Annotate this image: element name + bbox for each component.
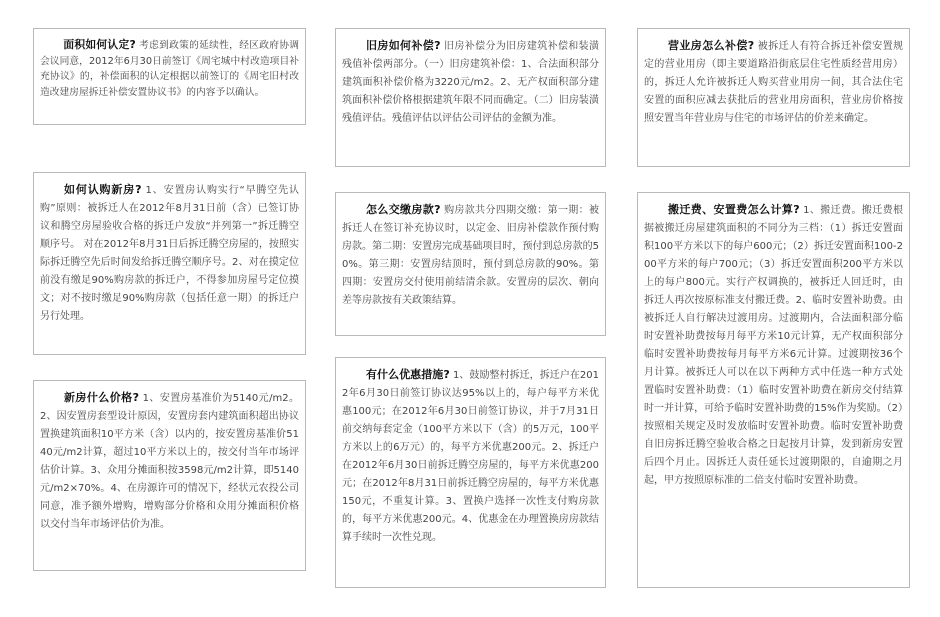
faq-card-commercial-house-compensation (637, 28, 910, 167)
faq-question: 如何认购新房? (64, 183, 142, 196)
faq-question: 搬迁费、安置费怎么计算? (668, 203, 800, 216)
faq-card-old-house-compensation (335, 28, 606, 167)
faq-question: 新房什么价格? (64, 391, 139, 404)
faq-card-relocation-fees (637, 192, 910, 588)
faq-answer: 考虑到政策的延续性，经区政府协调会议同意，2012年6月30日前签订《周宅城中村改造项目补充协议》的，补偿面积的认定根据以前签订的《周宅旧村改造改建房屋拆迁补偿安置协议书》的内容予以确认。 (40, 40, 299, 98)
faq-answer: 1、鼓励整村拆迁，拆迁户在2012年6月30日前签订协议达95%以上的，每户每平方米优惠100元；在2012年6月30日前签订协议，并于7月31日前交纳每套定金（100平方米以下（含）的5万元，100平方米以上的6万元）的，每平方米优惠200元。2、拆迁户在2012年6月30日前拆迁腾空房屋的，每平方米优惠200元；在2012年8月31日前拆迁腾空房屋的，每平方米优惠150元，不重复计算。3、置换户选择一次性支付购房款的，每平方米优惠200元。4、优惠金在办理置换房房款结算手续时一次性兑现。 (342, 370, 600, 543)
faq-question: 怎么交缴房款? (366, 203, 441, 216)
faq-card-area-recognition (33, 28, 306, 125)
faq-answer: 购房款共分四期交缴：第一期：被拆迁人在签订补充协议时，以定金、旧房补偿款作预付购房款。第二期：安置房完成基础项目时，预付到总房款的50%。第三期：安置房结顶时，预付到总房款的90%。第四期：安置房交付使用前结清余款。安置房的层次、朝向差等房款按有关政策结算。 (342, 205, 600, 306)
faq-answer: 旧房补偿分为旧房建筑补偿和装潢残值补偿两部分。（一）旧房建筑补偿：1、合法面积部分建筑面积补偿价格为3220元/m2。2、无产权面积部分建筑面积补偿价格根据建筑年限不同而确定。（二）旧房装潢残值评估。残值评估以评估公司评估的金额为准。 (342, 41, 600, 124)
faq-answer: 1、安置房基准价为5140元/m2。2、因安置房套型设计原因，安置房套内建筑面积超出协议置换建筑面积10平方米（含）以内的，按安置房基准价5140元/m2计算，超过10平方米以上的，按交付当年市场评估价计算。3、众用分摊面积按3598元/m2计算，即5140元/m2×70%。4、在房源许可的情况下，经状元农投公司同意，准予额外增购，增购部分价格和众用分摊面积价格以交付当年市场评估价为准。 (40, 393, 299, 530)
faq-question: 面积如何认定? (63, 38, 136, 51)
faq-answer: 1、安置房认购实行“早腾空先认购”原则：被拆迁人在2012年8月31日前（含）已签订协议和腾空房屋验收合格的拆迁户发放“并列第一”拆迁腾空顺序号。 对在2012年8月31日后拆迁腾空房屋的，按照实际拆迁腾空先后时间发给拆迁腾空顺序号。2、对在摸定位前没有缴足90%购房款的拆迁户，不得参加房屋号定位摸文；对不按时缴足90%购房款（包括任意一期）的拆迁户另行处理。 (40, 185, 299, 322)
faq-answer: 被拆迁人有符合拆迁补偿安置规定的营业用房（即主要道路沿街底层住宅性质经营用房）的，拆迁人允许被拆迁人购买营业用房一间，其合法住宅安置的面积应减去获批后的营业用房面积，营业房价格按照安置当年营业房与住宅的市场评估的价差来确定。 (644, 41, 904, 124)
faq-card-new-house-price (33, 380, 306, 571)
faq-question: 旧房如何补偿? (366, 39, 441, 52)
faq-card-payment (335, 192, 606, 336)
faq-card-incentives (335, 357, 606, 588)
faq-card-new-house-subscription (33, 172, 306, 355)
faq-question: 有什么优惠措施? (366, 368, 450, 381)
faq-answer: 1、搬迁费。搬迁费根据被搬迁房屋建筑面积的不同分为三档：（1）拆迁安置面积100平方米以下的每户600元；（2）拆迁安置面积100-200平方米的每户700元；（3）拆迁安置面积200平方米以上的每户800元。实行产权调换的，被拆迁人回迁时，由拆迁人再次按原标准支付搬迁费。2、临时安置补助费。由被拆迁人自行解决过渡用房。过渡期内，合法面积部分临时安置补助费按每月每平方米10元计算，无产权面积部分临时安置补助费按每月每平方米6元计算。过渡期按36个月计算。被拆迁人可以在以下两种方式中任选一种方式处置临时安置补助费：（1）临时安置补助费在新房交付结算时一并计算，可给予临时安置补助费的15%作为奖励。（2）按照相关规定及时发放临时安置补助费。临时安置补助费自旧房拆迁腾空验收合格之日起按月计算，发到新房安置后四个月止。因拆迁人责任延长过渡期限的，自逾期之月起，甲方按照原标准的二倍支付临时安置补助费。 (644, 205, 903, 486)
faq-question: 营业房怎么补偿? (668, 39, 755, 52)
